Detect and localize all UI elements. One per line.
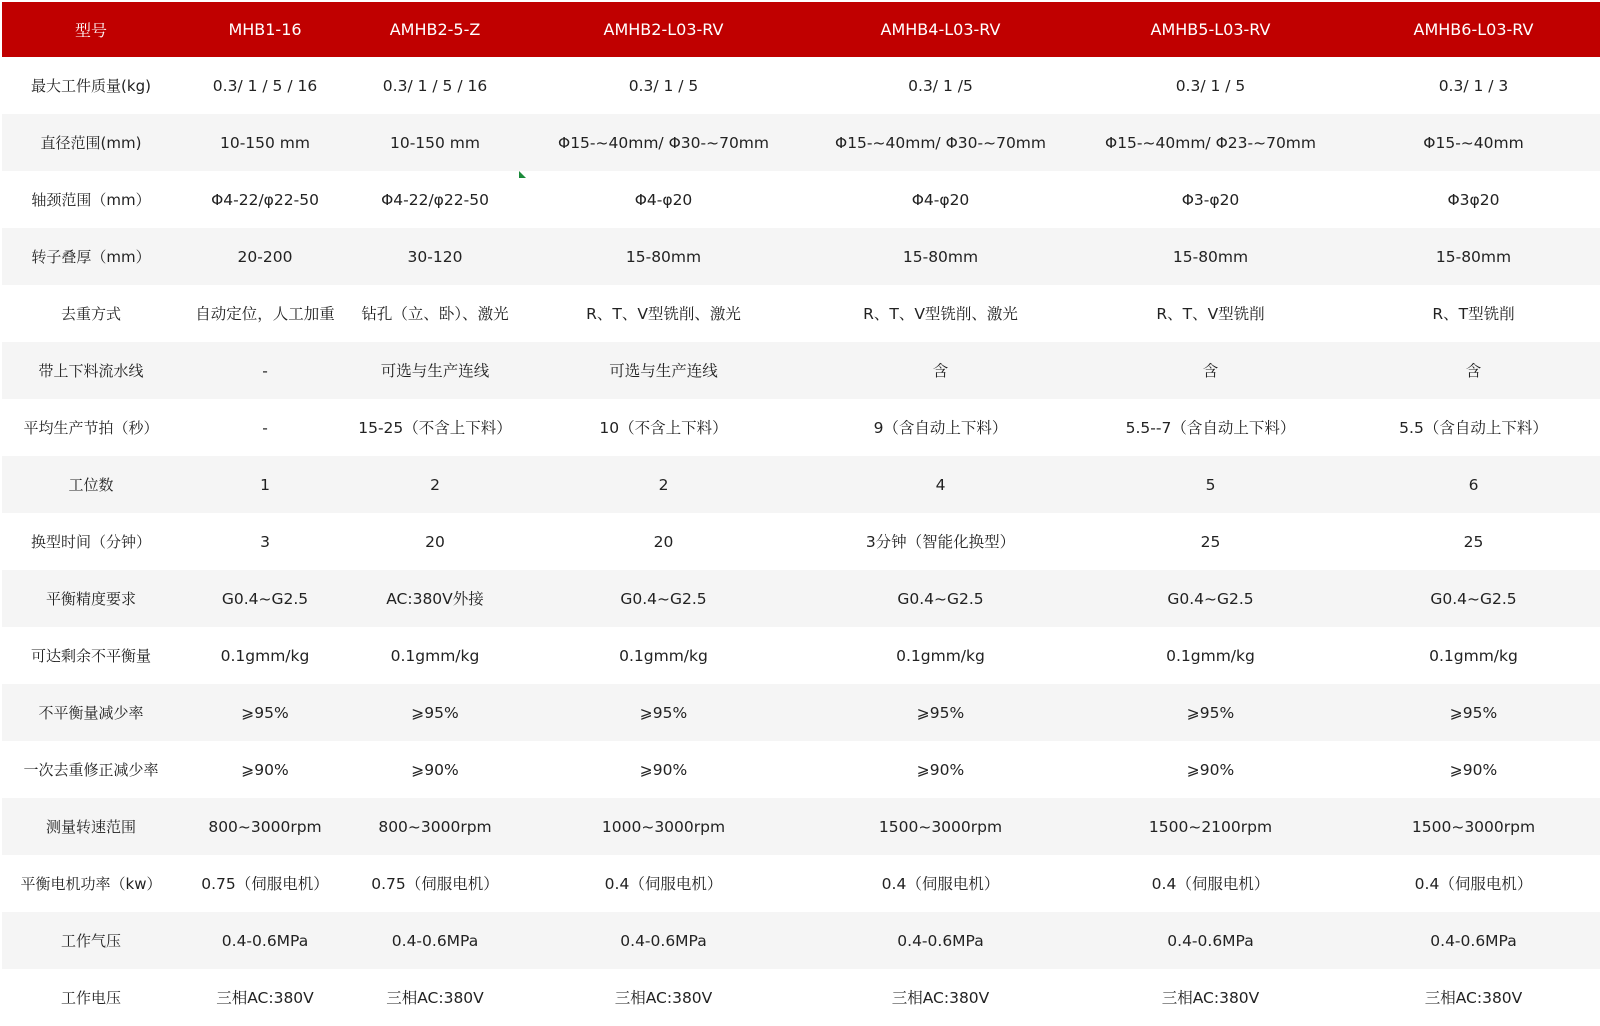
table-row: [2, 798, 1600, 855]
row-label: 测量转速范围: [45, 817, 136, 836]
table-cell: 0.1gmm/kg: [220, 646, 310, 665]
table-row: [2, 285, 1600, 342]
table-cell: 0.75（伺服电机）: [201, 874, 329, 893]
table-cell: 0.1gmm/kg: [1166, 646, 1255, 665]
table-cell: 5.5--7（含自动上下料）: [1125, 418, 1296, 437]
table-cell: ⩾90%: [916, 760, 965, 779]
table-cell: 三相AC:380V: [614, 988, 713, 1007]
table-cell: 0.4-0.6MPa: [391, 931, 479, 950]
table-row: [2, 342, 1600, 399]
table-cell: G0.4~G2.5: [1167, 589, 1254, 608]
table-cell: Φ15-~40mm/ Φ23-~70mm: [1105, 133, 1316, 152]
table-row: [2, 513, 1600, 570]
table-cell: 20-200: [237, 247, 293, 266]
row-label: 最大工件质量(kg): [31, 76, 151, 95]
table-cell: 0.1gmm/kg: [896, 646, 985, 665]
table-cell: 0.3/ 1 / 5 / 16: [382, 76, 488, 95]
table-cell: Φ4-22/φ22-50: [381, 190, 489, 209]
table-cell: 0.4（伺服电机）: [1151, 874, 1270, 893]
table-cell: 30-120: [407, 247, 463, 266]
table-cell: ⩾90%: [1186, 760, 1235, 779]
header-cell-model: 型号: [74, 21, 107, 40]
table-cell: ⩾95%: [241, 703, 289, 722]
row-label: 一次去重修正减少率: [23, 760, 159, 779]
row-label: 工作气压: [60, 931, 121, 950]
header-cell: AMHB4-L03-RV: [880, 20, 1001, 39]
table-row: [2, 855, 1600, 912]
table-cell: 5.5（含自动上下料）: [1399, 418, 1548, 437]
table-cell: 25: [1463, 532, 1484, 551]
table-cell: 15-80mm: [625, 247, 702, 266]
table-cell: 15-25（不含上下料）: [358, 418, 512, 437]
row-label: 不平衡量减少率: [38, 703, 144, 722]
table-row: [2, 684, 1600, 741]
table-cell: 0.4-0.6MPa: [221, 931, 309, 950]
table-cell: 自动定位，人工加重: [195, 304, 335, 323]
table-cell: 20: [425, 532, 445, 551]
table-cell: 15-80mm: [1172, 247, 1249, 266]
table-cell: 三相AC:380V: [1161, 988, 1260, 1007]
row-label: 平衡电机功率（kw）: [20, 874, 162, 893]
table-cell: 0.4（伺服电机）: [604, 874, 723, 893]
table-row: [2, 171, 1600, 228]
table-cell: 含: [1202, 361, 1219, 380]
table-cell: 钻孔（立、卧）、激光: [361, 304, 509, 323]
table-cell: 15-80mm: [902, 247, 979, 266]
header-cell: AMHB2-L03-RV: [603, 20, 724, 39]
row-label: 直径范围(mm): [40, 133, 142, 152]
table-cell: ⩾90%: [639, 760, 688, 779]
table-cell: Φ3φ20: [1447, 190, 1500, 209]
table-cell: 三相AC:380V: [1424, 988, 1523, 1007]
header-cell: AMHB6-L03-RV: [1413, 20, 1534, 39]
table-cell: 10-150 mm: [389, 133, 481, 152]
table-cell: 4: [935, 475, 946, 494]
cell-comment-marker: [519, 171, 526, 178]
table-cell: 25: [1200, 532, 1221, 551]
table-cell: 9（含自动上下料）: [873, 418, 1008, 437]
table-cell: 0.75（伺服电机）: [371, 874, 499, 893]
table-cell: -: [262, 361, 268, 380]
table-cell: 800~3000rpm: [378, 817, 492, 836]
table-row: [2, 399, 1600, 456]
table-cell: Φ15-~40mm/ Φ30-~70mm: [558, 133, 769, 152]
table-cell: 三相AC:380V: [216, 988, 314, 1007]
table-cell: ⩾90%: [1449, 760, 1498, 779]
table-cell: 0.4-0.6MPa: [1430, 931, 1517, 950]
table-cell: 三相AC:380V: [386, 988, 484, 1007]
table-cell: 含: [932, 361, 949, 380]
table-cell: 三相AC:380V: [891, 988, 990, 1007]
row-label: 轴颈范围（mm）: [31, 190, 151, 209]
table-cell: 1500~3000rpm: [1411, 817, 1536, 836]
table-cell: ⩾95%: [411, 703, 459, 722]
table-row: [2, 114, 1600, 171]
table-row: [2, 228, 1600, 285]
table-cell: 可选与生产连线: [380, 361, 490, 380]
table-cell: 0.4-0.6MPa: [897, 931, 984, 950]
row-label: 工作电压: [60, 988, 121, 1007]
table-row: [2, 969, 1600, 1026]
table-cell: ⩾95%: [1186, 703, 1235, 722]
table-cell: -: [262, 418, 268, 437]
table-cell: R、T、V型铣削、激光: [586, 304, 741, 323]
table-cell: R、T、V型铣削: [1156, 304, 1265, 323]
table-cell: 0.3/ 1 / 3: [1438, 76, 1509, 95]
table-cell: 3: [260, 532, 270, 551]
table-cell: ⩾95%: [916, 703, 965, 722]
table-cell: 1000~3000rpm: [601, 817, 726, 836]
row-label: 可达剩余不平衡量: [30, 646, 151, 665]
table-cell: 6: [1468, 475, 1479, 494]
table-cell: Φ15-~40mm: [1423, 133, 1524, 152]
header-cell: MHB1-16: [228, 20, 302, 39]
table-cell: G0.4~G2.5: [1430, 589, 1517, 608]
table-row: [2, 456, 1600, 513]
header-cell: AMHB2-5-Z: [389, 20, 481, 39]
table-cell: 1500~3000rpm: [878, 817, 1003, 836]
row-label: 平衡精度要求: [45, 589, 136, 608]
table-cell: 0.3/ 1 / 5: [1175, 76, 1246, 95]
row-label: 换型时间（分钟）: [30, 532, 151, 551]
table-cell: G0.4~G2.5: [620, 589, 707, 608]
table-cell: 0.4-0.6MPa: [1167, 931, 1254, 950]
table-row: [2, 627, 1600, 684]
table-cell: 0.4（伺服电机）: [881, 874, 1000, 893]
table-cell: 0.4-0.6MPa: [620, 931, 707, 950]
table-row: [2, 741, 1600, 798]
table-cell: 1: [260, 475, 270, 494]
table-cell: 10-150 mm: [219, 133, 311, 152]
table-cell: Φ4-22/φ22-50: [211, 190, 319, 209]
table-cell: R、T、V型铣削、激光: [863, 304, 1018, 323]
table-cell: 15-80mm: [1435, 247, 1512, 266]
table-cell: 3分钟（智能化换型）: [865, 532, 1016, 551]
table-cell: G0.4~G2.5: [897, 589, 984, 608]
table-row: [2, 57, 1600, 114]
table-cell: 800~3000rpm: [208, 817, 322, 836]
table-cell: 含: [1465, 361, 1482, 380]
table-cell: ⩾95%: [639, 703, 688, 722]
table-cell: Φ3-φ20: [1181, 190, 1240, 209]
header-cell: AMHB5-L03-RV: [1150, 20, 1271, 39]
table-cell: 0.3/ 1 /5: [908, 76, 973, 95]
table-cell: Φ4-φ20: [911, 190, 970, 209]
table-cell: 2: [658, 475, 669, 494]
table-body: [2, 57, 1600, 1026]
row-label: 去重方式: [60, 304, 121, 323]
table-cell: Φ4-φ20: [634, 190, 693, 209]
spec-table: [2, 2, 1600, 1026]
row-label: 平均生产节拍（秒）: [23, 418, 159, 437]
row-label: 带上下料流水线: [38, 361, 144, 380]
table-cell: 0.3/ 1 / 5 / 16: [212, 76, 318, 95]
table-cell: Φ15-~40mm/ Φ30-~70mm: [835, 133, 1046, 152]
table-cell: 可选与生产连线: [609, 361, 718, 380]
row-label: 转子叠厚（mm）: [31, 247, 151, 266]
table-cell: 1500~2100rpm: [1148, 817, 1273, 836]
table-cell: R、T型铣削: [1432, 304, 1515, 323]
table-cell: 0.1gmm/kg: [619, 646, 708, 665]
table-cell: AC:380V外接: [386, 589, 484, 608]
table-cell: 10（不含上下料）: [599, 418, 728, 437]
table-cell: 0.4（伺服电机）: [1414, 874, 1533, 893]
table-cell: 5: [1205, 475, 1216, 494]
table-cell: ⩾90%: [241, 760, 289, 779]
table-cell: 20: [653, 532, 674, 551]
table-cell: 0.1gmm/kg: [390, 646, 480, 665]
table-cell: 0.3/ 1 / 5: [628, 76, 699, 95]
table-row: [2, 912, 1600, 969]
table-cell: 0.1gmm/kg: [1429, 646, 1518, 665]
table-cell: ⩾90%: [411, 760, 459, 779]
table-cell: 2: [430, 475, 440, 494]
row-label: 工位数: [68, 475, 114, 494]
table-row: [2, 570, 1600, 627]
table-header-row: [2, 2, 1600, 57]
table-cell: G0.4~G2.5: [221, 589, 309, 608]
table-cell: ⩾95%: [1449, 703, 1498, 722]
